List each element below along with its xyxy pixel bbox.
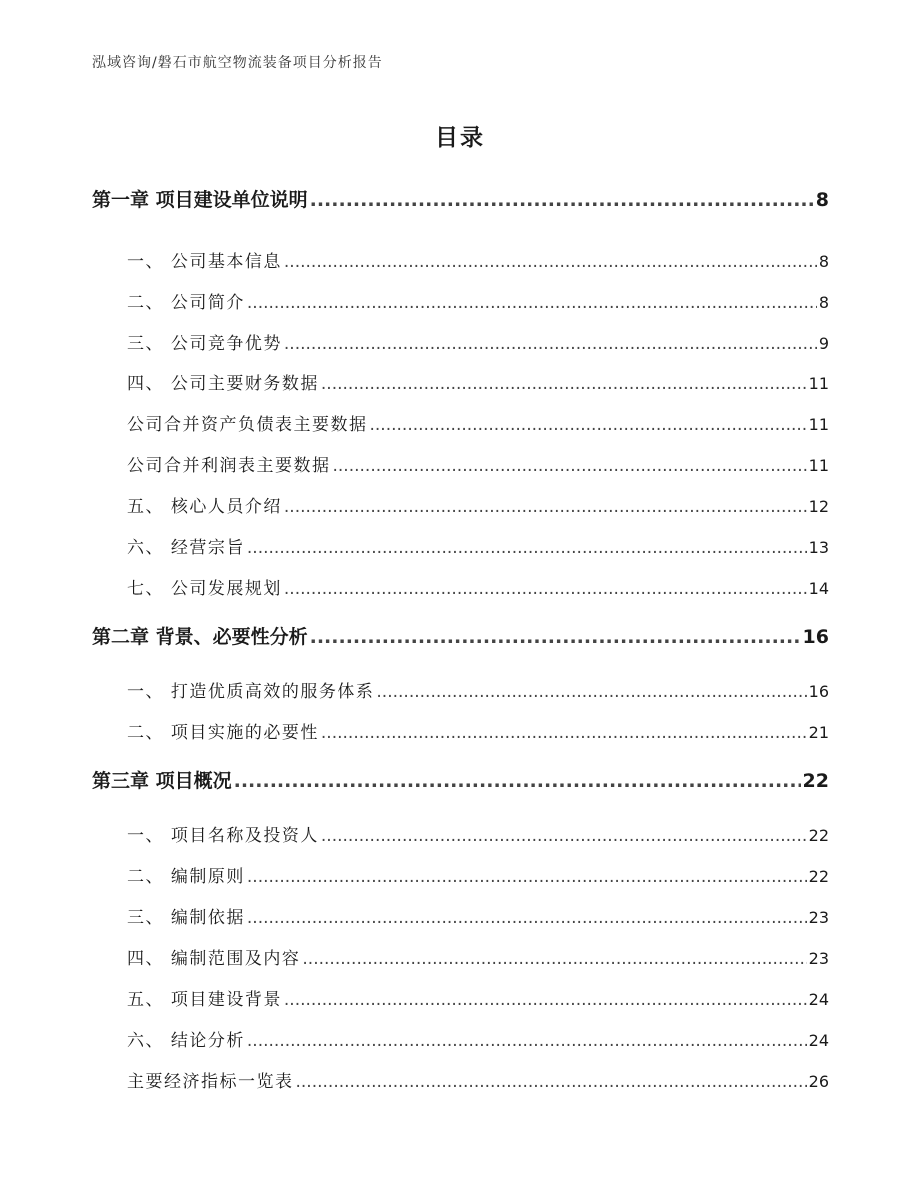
dot-leader [284,579,807,599]
dot-leader [296,1072,807,1092]
toc-entry-page: 8 [818,252,829,271]
toc-entry-label: 主要经济指标一览表 [127,1072,294,1092]
toc-entry-page: 22 [802,770,829,792]
dot-leader [370,415,807,435]
toc-entry-label: 公司合并利润表主要数据 [127,456,331,476]
toc-entry[interactable] [127,329,829,354]
toc-entry-page: 22 [808,826,829,845]
toc-entry-label: 三、 编制依据 [127,908,245,928]
dot-leader [284,990,807,1010]
toc-entry-page: 14 [808,579,829,598]
toc-entry[interactable] [127,944,829,969]
dot-leader [321,723,807,743]
toc-entry-label: 第三章 项目概况 [92,770,232,792]
toc-entry-page: 23 [808,949,829,968]
toc-entry-page: 8 [818,293,829,312]
dot-leader [333,456,807,476]
toc-entry[interactable] [127,492,829,517]
toc-entry-label: 三、 公司竞争优势 [127,334,282,354]
toc-entry-page: 24 [808,1031,829,1050]
toc-entry[interactable] [127,533,829,558]
toc-entry[interactable] [127,1067,829,1092]
toc-entry-page: 21 [808,723,829,742]
toc-entry-chapter-2[interactable] [92,622,829,649]
toc-entry-label: 四、 公司主要财务数据 [127,374,319,394]
dot-leader [321,826,807,846]
toc-entry-label: 六、 经营宗旨 [127,538,245,558]
running-header: 泓域咨询/磐石市航空物流装备项目分析报告 [92,55,383,71]
toc-entry-label: 一、 打造优质高效的服务体系 [127,682,375,702]
toc-entry[interactable] [127,574,829,599]
toc-entry[interactable] [127,903,829,928]
toc-entry-page: 22 [808,867,829,886]
dot-leader [247,867,807,887]
dot-leader [284,497,807,517]
toc-entry-page: 11 [808,456,829,475]
toc-entry-label: 第二章 背景、必要性分析 [92,626,308,648]
dot-leader [247,908,807,928]
toc-entry-page: 11 [808,374,829,393]
toc-entry[interactable] [127,821,829,846]
dot-leader [284,252,817,272]
toc-entry[interactable] [127,862,829,887]
toc-entry-label: 五、 项目建设背景 [127,990,282,1010]
toc-entry[interactable] [127,677,829,702]
toc-entry-page: 23 [808,908,829,927]
dot-leader [310,626,801,648]
toc-entry[interactable] [127,451,829,476]
toc-entry-page: 24 [808,990,829,1009]
toc-entry-label: 第一章 项目建设单位说明 [92,189,308,211]
toc-entry-page: 11 [808,415,829,434]
toc-entry-label: 七、 公司发展规划 [127,579,282,599]
toc-entry-page: 8 [815,189,829,211]
toc-entry-label: 五、 核心人员介绍 [127,497,282,517]
toc-title: 目录 [435,125,485,151]
toc-entry-chapter-1[interactable] [92,185,829,212]
dot-leader [302,949,806,969]
toc-entry-label: 二、 项目实施的必要性 [127,723,319,743]
toc-entry-page: 16 [808,682,829,701]
toc-entry-label: 公司合并资产负债表主要数据 [127,415,368,435]
toc-entry[interactable] [127,718,829,743]
toc-entry-label: 二、 编制原则 [127,867,245,887]
dot-leader [310,189,814,211]
dot-leader [234,770,801,792]
dot-leader [321,374,807,394]
dot-leader [247,1031,807,1051]
toc-entry-chapter-3[interactable] [92,766,829,793]
toc-entry[interactable] [127,369,829,394]
toc-entry-page: 12 [808,497,829,516]
dot-leader [284,334,817,354]
dot-leader [247,293,817,313]
toc-entry-page: 13 [808,538,829,557]
toc-entry-label: 一、 公司基本信息 [127,252,282,272]
dot-leader [376,682,806,702]
toc-entry-label: 六、 结论分析 [127,1031,245,1051]
toc-entry-page: 16 [802,626,829,648]
toc-entry[interactable] [127,985,829,1010]
toc-entry-label: 四、 编制范围及内容 [127,949,301,969]
toc-entry-page: 9 [818,334,829,353]
toc-entry[interactable] [127,1026,829,1051]
toc-entry[interactable] [127,288,829,313]
toc-entry[interactable] [127,410,829,435]
toc-entry-page: 26 [808,1072,829,1091]
toc-entry-label: 一、 项目名称及投资人 [127,826,319,846]
toc-entry-label: 二、 公司简介 [127,293,245,313]
dot-leader [247,538,807,558]
toc-entry[interactable] [127,247,829,272]
